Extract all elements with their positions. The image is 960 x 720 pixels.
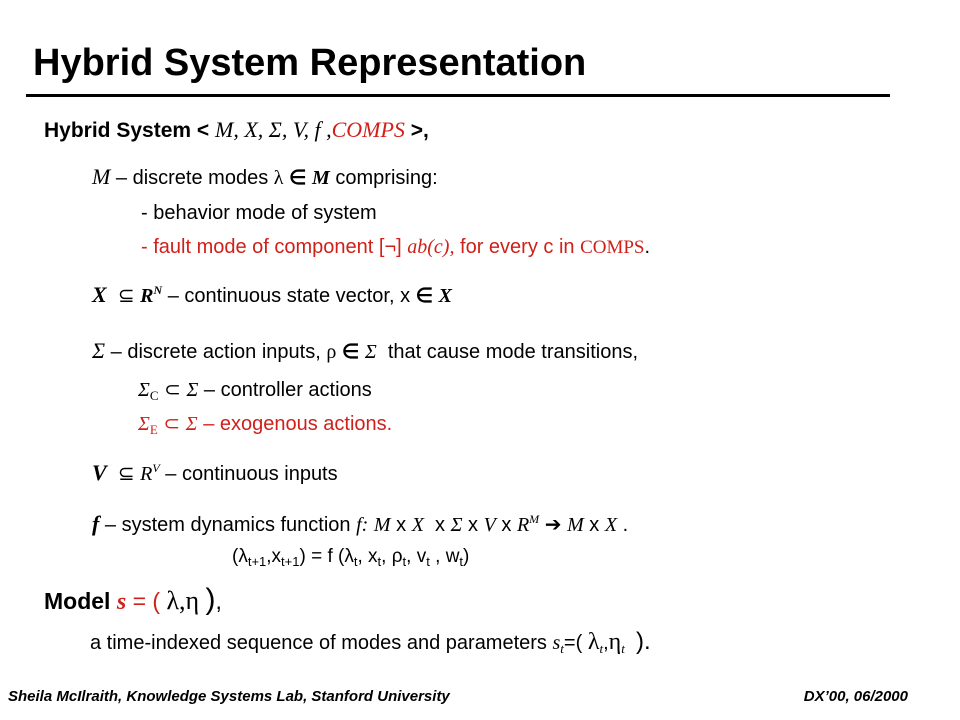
eq-subscript: t: [377, 554, 382, 569]
model-comma: ,: [215, 588, 222, 614]
eq-subscript: t+1: [247, 554, 267, 569]
real-space: R: [140, 463, 153, 485]
eq-part: , w: [429, 546, 460, 567]
model-lambda-t-sub: t: [599, 641, 604, 656]
inputs-line: [92, 460, 338, 486]
hybrid-system-line: [44, 117, 429, 143]
function-f: f:: [356, 514, 369, 536]
model-lambda-t: λ: [587, 629, 600, 655]
title-underline: [26, 94, 890, 97]
state-dash: –: [167, 285, 179, 307]
actions-tail: that cause mode transitions,: [387, 341, 639, 363]
behavior-mode-line: - behavior mode of system: [141, 202, 377, 224]
codomain-x: X: [604, 514, 618, 536]
controller-text: controller actions: [220, 379, 372, 401]
model-eta-t-sub: t: [621, 641, 625, 656]
inputs-dash: –: [165, 463, 177, 485]
real-space: R: [140, 285, 154, 307]
eq-part: , v: [406, 546, 427, 567]
sigma-e-subscript: E: [149, 422, 158, 437]
domain-v: V: [483, 514, 496, 536]
tuple-comps: COMPS: [331, 117, 405, 142]
dynamics-symbol: f: [92, 511, 100, 536]
dynamics-equation: [232, 546, 469, 569]
tuple-members: M, X, Σ, V, f ,: [215, 117, 332, 142]
tuple-open: <: [196, 119, 210, 142]
controller-dash: –: [203, 379, 216, 401]
slide-title: Hybrid System Representation: [33, 42, 587, 84]
fault-text-b: for every c in: [460, 236, 575, 258]
actions-set: Σ: [364, 341, 377, 363]
model-eq: = (: [132, 588, 161, 614]
exogenous-actions-line: [138, 411, 392, 438]
times-4: x: [501, 514, 512, 536]
exogenous-dash: –: [203, 413, 215, 435]
proper-subset-symbol: ⊂: [164, 379, 181, 401]
sigma-e-symbol: Σ: [138, 413, 150, 435]
exogenous-text: exogenous actions.: [219, 413, 393, 435]
codomain-m: M: [567, 514, 584, 536]
times-1: x: [396, 514, 407, 536]
element-of-symbol: ∈: [341, 341, 360, 363]
actions-text: discrete action inputs,: [127, 341, 321, 363]
times-5: x: [589, 514, 600, 536]
model-comma-2: ,: [603, 632, 609, 654]
model-description-line: [90, 628, 651, 657]
domain-r-exponent: M: [529, 512, 540, 526]
footer-author: Sheila McIlraith, Knowledge Systems Lab, Stanford University: [8, 688, 450, 705]
model-st-sub: t: [560, 641, 564, 656]
real-space-exponent: N: [153, 283, 163, 297]
state-symbol: X: [92, 282, 107, 307]
fault-mode-line: [141, 236, 650, 259]
model-close: ): [205, 583, 216, 616]
eq-subscript: t: [426, 554, 430, 569]
tuple-close: >,: [410, 119, 429, 142]
modes-text: discrete modes: [132, 167, 269, 189]
inputs-text: continuous inputs: [181, 463, 338, 485]
rho-symbol: ρ: [326, 341, 337, 363]
model-s: s: [116, 589, 127, 615]
fault-ab: ab(c),: [407, 236, 455, 258]
subset-symbol: ⊆: [117, 285, 135, 307]
dynamics-text: – system dynamics function: [104, 514, 351, 536]
footer-date: DX’00, 06/2000: [803, 688, 908, 705]
actions-symbol: Σ: [92, 338, 106, 363]
sigma-set: Σ: [186, 379, 199, 401]
domain-sigma: Σ: [450, 514, 463, 536]
eq-part: (λ: [232, 546, 248, 567]
domain-x: X: [411, 514, 424, 536]
eq-subscript: t+1: [281, 554, 300, 569]
modes-line: [92, 164, 438, 190]
sigma-c-symbol: Σ: [138, 379, 150, 401]
fault-comps: COMPS: [580, 237, 645, 258]
modes-symbol: M: [92, 164, 111, 189]
hybrid-system-label: Hybrid System: [44, 119, 192, 142]
element-of-symbol: ∈: [289, 167, 307, 189]
eq-part: ): [463, 546, 470, 567]
eq-part: , x: [357, 546, 378, 567]
dynamics-end: .: [622, 514, 629, 536]
model-end: ).: [635, 628, 651, 655]
subset-symbol: ⊆: [117, 463, 135, 485]
lambda-symbol: λ: [273, 167, 284, 189]
modes-set: M: [312, 167, 330, 189]
actions-dash: –: [110, 341, 122, 363]
domain-m: M: [373, 514, 391, 536]
state-line: [92, 282, 452, 308]
times-2: x: [435, 514, 446, 536]
dynamics-line: [92, 511, 628, 537]
model-label: Model: [44, 588, 111, 614]
controller-actions-line: [138, 377, 372, 404]
model-eta-t: η: [608, 629, 622, 655]
eq-subscript: t: [353, 554, 358, 569]
domain-r: R: [516, 514, 530, 536]
modes-dash: –: [115, 167, 128, 189]
model-lambda-eta: λ,η: [166, 586, 200, 615]
modes-tail: comprising:: [335, 167, 438, 189]
eq-subscript: t: [459, 554, 464, 569]
eq-part: ) = f (λ: [299, 546, 354, 567]
inputs-symbol: V: [92, 460, 107, 485]
sigma-c-subscript: C: [149, 388, 159, 403]
state-text: continuous state vector, x: [184, 285, 411, 307]
eq-part: ,x: [266, 546, 282, 567]
eq-subscript: t: [402, 554, 407, 569]
fault-end: .: [644, 236, 651, 258]
times-3: x: [468, 514, 479, 536]
actions-line: [92, 338, 638, 364]
real-space-exponent: V: [152, 461, 160, 475]
sigma-set: Σ: [185, 413, 198, 435]
fault-text-a: - fault mode of component [¬]: [141, 236, 402, 258]
element-of-symbol: ∈: [415, 285, 434, 307]
model-eq2: =(: [563, 632, 583, 654]
proper-subset-symbol: ⊂: [163, 413, 181, 435]
eq-part: , ρ: [381, 546, 403, 567]
state-set: X: [438, 285, 452, 307]
model-description: a time-indexed sequence of modes and parameters: [90, 632, 547, 654]
model-line: [44, 583, 222, 617]
model-st: s: [552, 632, 561, 654]
maps-to-arrow: ➔: [544, 514, 562, 536]
